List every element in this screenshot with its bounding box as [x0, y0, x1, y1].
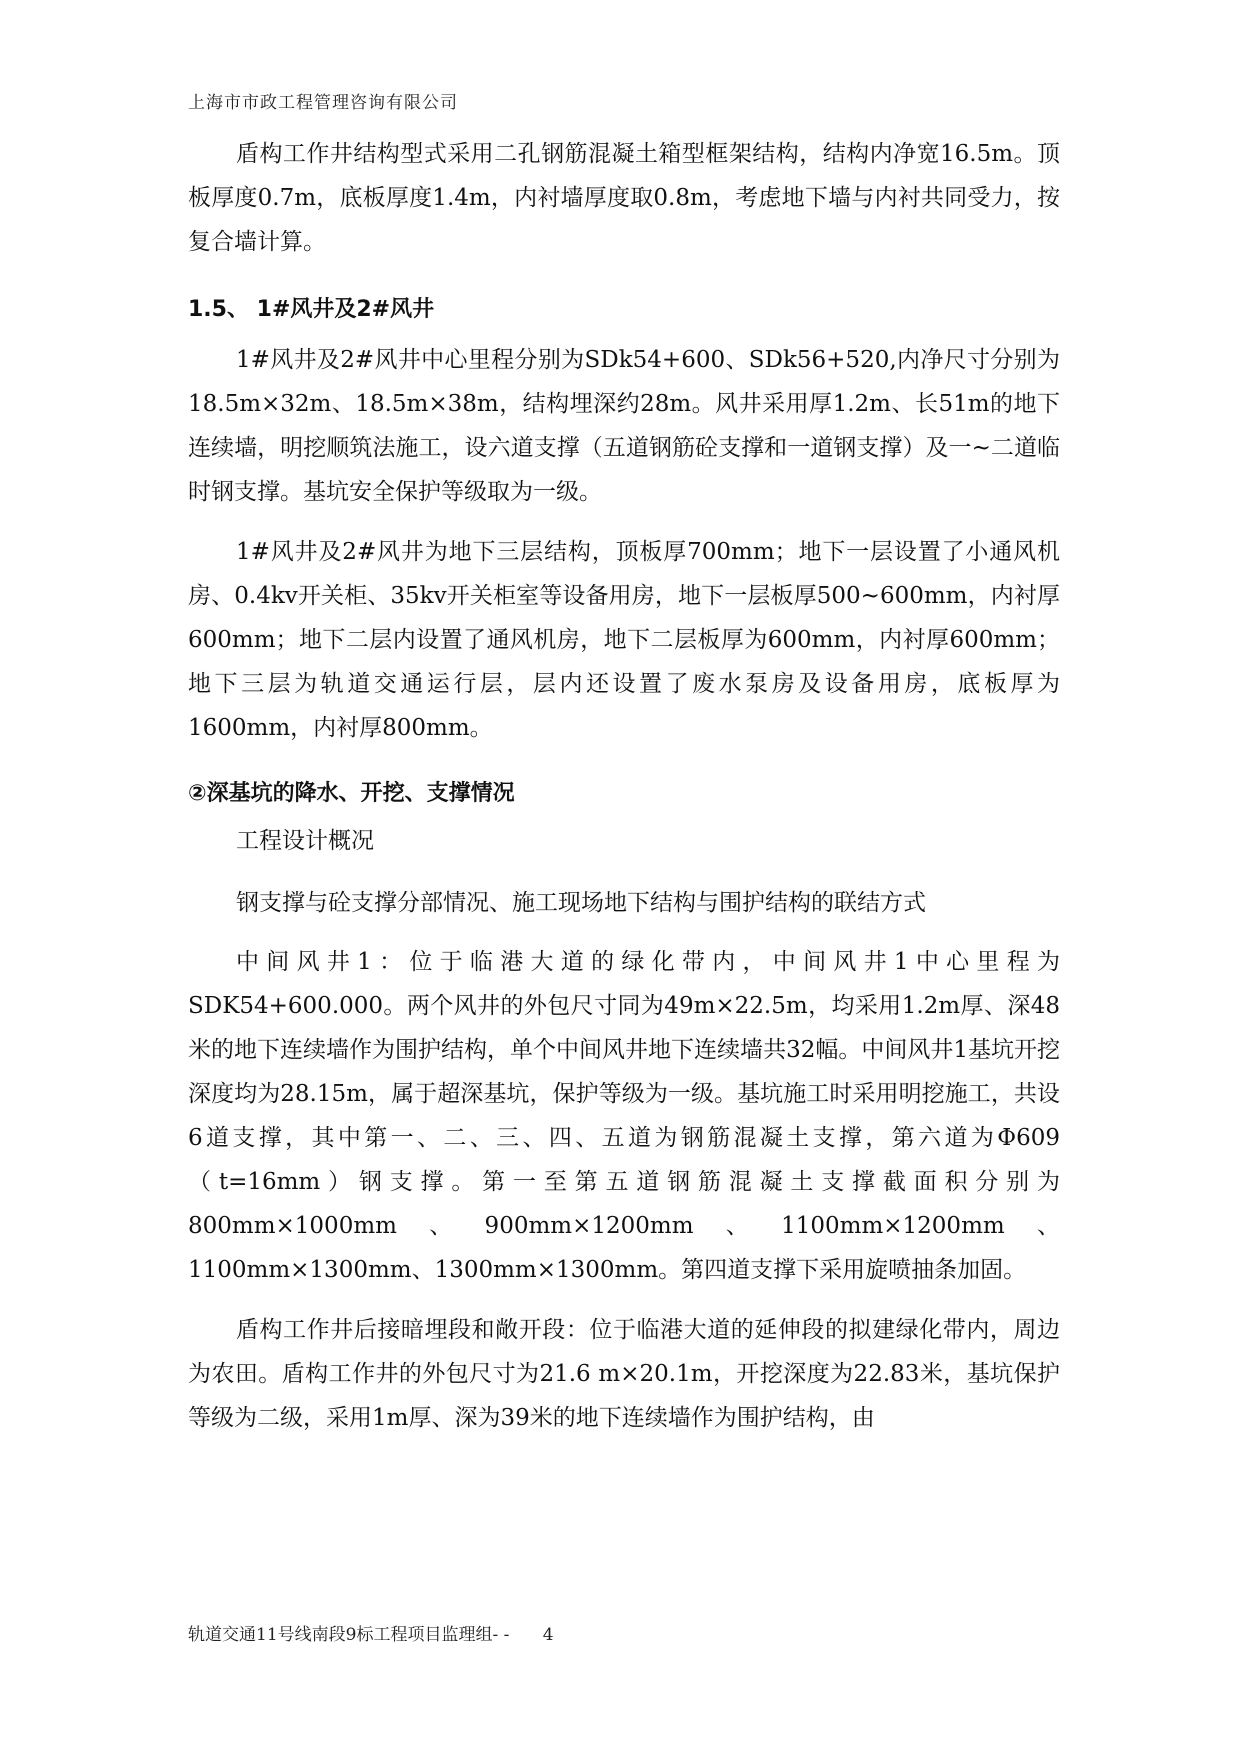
paragraph-shield-well-structure: 盾构工作井结构型式采用二孔钢筋混凝土箱型框架结构，结构内净宽16.5m。顶板厚度0.7m，底板厚度1.4m，内衬墙厚度取0.8m，考虑地下墙与内衬共同受力，按复合墙计算。	[188, 141, 1060, 255]
page-footer	[188, 1620, 554, 1645]
line-support-distribution: 钢支撑与砼支撑分部情况、施工现场地下结构与围护结构的联结方式	[236, 890, 926, 916]
footer-project-label: 轨道交通11号线南段9标工程项目监理组- -	[188, 1625, 510, 1645]
paragraph-middle-shaft-1: 中间风井1：位于临港大道的绿化带内，中间风井1中心里程为SDK54+600.000。两个风井的外包尺寸同为49m×22.5m，均采用1.2m厚、深48米的地下连续墙作为围护结构，单个中间风井地下连续墙共32幅。中间风井1基坑开挖深度均为28.15m，属于超深基坑，保护等级为一级。基坑施工时采用明挖施工，共设6道支撑，其中第一、二、三、四、五道为钢筋混凝土支撑，第六道为Φ609（t=16mm）钢支撑。第一至第五道钢筋混凝土支撑截面积分别为800mm×1000mm、900mm×1200mm、1100mm×1200mm、1100mm×1300mm、1300mm×1300mm。第四道支撑下采用旋喷抽条加固。	[188, 949, 1060, 1283]
paragraph-air-shafts-overview: 1#风井及2#风井中心里程分别为SDk54+600、SDk56+520,内净尺寸分别为18.5m×32m、18.5m×38m，结构埋深约28m。风井采用厚1.2m、长51m的地下连续墙，明挖顺筑法施工，设六道支撑（五道钢筋砼支撑和一道钢支撑）及一~二道临时钢支撑。基坑安全保护等级取为一级。	[188, 347, 1060, 505]
footer-page-number: 4	[542, 1625, 554, 1645]
section-heading-1-5: 1.5、 1#风井及2#风井	[188, 297, 435, 322]
section-heading-deep-pit: ②深基坑的降水、开挖、支撑情况	[188, 781, 515, 806]
paragraph-shield-well-rear: 盾构工作井后接暗埋段和敞开段：位于临港大道的延伸段的拟建绿化带内，周边为农田。盾构工作井的外包尺寸为21.6 m×20.1m，开挖深度为22.83米，基坑保护等级为二级，采用1m厚、深为39米的地下连续墙作为围护结构，由	[188, 1317, 1060, 1431]
page-header-company: 上海市市政工程管理咨询有限公司	[188, 93, 458, 113]
line-design-overview: 工程设计概况	[236, 828, 374, 854]
paragraph-air-shafts-structure: 1#风井及2#风井为地下三层结构，顶板厚700mm；地下一层设置了小通风机房、0.4kv开关柜、35kv开关柜室等设备用房，地下一层板厚500~600mm，内衬厚600mm；地下二层内设置了通风机房，地下二层板厚为600mm，内衬厚600mm；地下三层为轨道交通运行层，层内还设置了废水泵房及设备用房，底板厚为1600mm，内衬厚800mm。	[188, 539, 1060, 741]
